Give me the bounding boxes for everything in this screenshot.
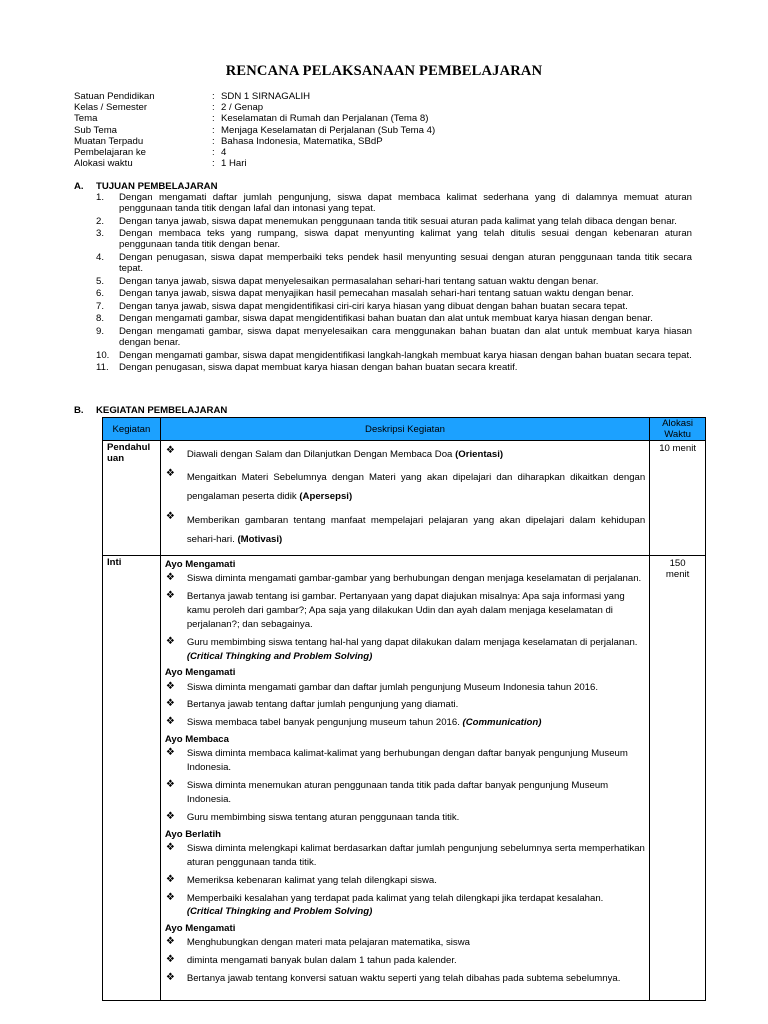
bullet-item (165, 779, 645, 807)
bullet-text (187, 511, 645, 549)
activity-group-title: Ayo Membaca (164, 734, 229, 746)
bullet-item (165, 572, 645, 586)
bullet-text-main: Guru membimbing siswa tentang hal-hal yang dapat dilakukan dalam menjaga keselamatan di perjalanan. (186, 636, 638, 648)
goal-number: 10. (96, 349, 110, 361)
goal-text: Dengan mengamati gambar, siswa dapat menyelesaikan cara menggunakan bahan buatan dan alat untuk membuat karya hiasan dengan benar. (119, 326, 692, 349)
goal-item (74, 301, 692, 312)
goal-number: 6. (96, 288, 105, 300)
goal-text: Dengan penugasan, siswa dapat memperbaiki teks pendek hasil menyunting sesuai dengan aturan penggunaan tanda titik secara tepat. (119, 251, 692, 274)
bullet-text-main: Siswa diminta melengkapi kalimat berdasarkan daftar jumlah pengunjung sebelumnya serta memperhatikan aturan penggunaan tanda titik. (186, 842, 645, 868)
bullet-text-main: Guru membimbing siswa tentang aturan penggunaan tanda titik. (186, 811, 460, 823)
section-a-heading (74, 181, 218, 192)
identity-label: Kelas / Semester (74, 102, 148, 114)
activity-group-title: Ayo Mengamati (164, 923, 236, 935)
bullet-item (165, 747, 645, 775)
goal-text: Dengan mengamati gambar, siswa dapat mengidentifikasi langkah-langkah membuat karya hiasan dengan bahan buatan secara tepat. (119, 349, 692, 361)
bullet-text (187, 779, 645, 807)
bullet-icon: ❖ (165, 972, 175, 984)
bullet-icon: ❖ (165, 716, 175, 728)
bullet-text (187, 954, 645, 968)
identity-colon: : (212, 113, 215, 125)
identity-row (74, 113, 694, 124)
goal-item (74, 228, 692, 250)
bullet-text-main: Siswa diminta menemukan aturan penggunaan tanda titik pada daftar banyak pengunjung Museum Indonesia. (186, 780, 609, 805)
bullet-item (165, 954, 645, 968)
bullet-text (187, 936, 645, 950)
goals-list (74, 192, 692, 375)
bullet-text-main: Bertanya jawab tentang konversi satuan waktu seperti yang telah dibahas pada subtema sebelumnya. (186, 973, 621, 985)
section-b-heading (74, 405, 227, 416)
goal-item (74, 313, 692, 324)
identity-label: Muatan Terpadu (74, 135, 144, 147)
identity-colon: : (212, 135, 215, 147)
identity-row (74, 91, 694, 102)
goal-item (74, 192, 692, 214)
bullet-item (165, 842, 645, 870)
bullet-icon: ❖ (165, 779, 175, 791)
goal-text: Dengan tanya jawab, siswa dapat menyajikan hasil pemecahan masalah sehari-hari tentang satuan waktu dengan benar. (119, 288, 634, 300)
bullet-text-main: Menghubungkan dengan materi mata pelajaran matematika, siswa (186, 937, 470, 949)
bullet-icon: ❖ (165, 589, 175, 601)
goal-text: Dengan tanya jawab, siswa dapat menemukan penggunaan tanda titik sesuai aturan pada kalimat yang telah dibaca dengan benar. (119, 215, 677, 227)
identity-colon: : (212, 102, 215, 114)
bullet-item (165, 681, 645, 695)
bullet-text (187, 636, 645, 664)
goal-item (74, 252, 692, 274)
bullet-item (165, 511, 645, 549)
goal-number: 5. (96, 275, 105, 287)
bullet-tag: (Orientasi) (455, 449, 504, 461)
bullet-icon: ❖ (165, 510, 175, 522)
bullet-text-main: Siswa diminta mengamati gambar-gambar yang berhubungan dengan menjaga keselamatan di perjalanan. (186, 573, 642, 585)
identity-label: Alokasi waktu (74, 158, 133, 170)
bullet-text-main: Mengaitkan Materi Sebelumnya dengan Materi yang akan dipelajari dan diharapkan dikaitkan dengan pengalaman peserta didik (186, 472, 646, 503)
goal-item (74, 276, 692, 287)
table-header-row (103, 418, 706, 441)
goal-text: Dengan mengamati daftar jumlah pengunjung, siswa dapat membaca kalimat sederhana yang di dalamnya memuat aturan penggunaan tanda titik dengan lafal dan intonasi yang tepat. (119, 192, 692, 215)
bullet-tag: (Motivasi) (237, 533, 283, 545)
time-inti: 150 menit (650, 556, 706, 1001)
bullet-text-main: Memperbaiki kesalahan yang terdapat pada kalimat yang telah dilengkapi jika terdapat kesalahan. (186, 892, 604, 904)
bullet-icon: ❖ (165, 468, 175, 480)
bullet-icon: ❖ (165, 954, 175, 966)
goal-text: Dengan mengamati gambar, siswa dapat mengidentifikasi bahan buatan dan alat untuk membuat karya hiasan dengan benar. (119, 313, 653, 325)
goal-item (74, 350, 692, 361)
bullet-item (165, 716, 645, 730)
goal-text: Dengan tanya jawab, siswa dapat menyelesaikan permasalahan sehari-hari tentang satuan waktu dengan benar. (119, 275, 599, 287)
identity-colon: : (212, 146, 215, 158)
bullet-text-main: Memberikan gambaran tentang manfaat mempelajari pelajaran yang akan dipelajari dalam kehidupan sehari-hari. (186, 514, 646, 545)
identity-label: Sub Tema (74, 124, 118, 136)
bullet-icon: ❖ (165, 747, 175, 759)
bullet-text (187, 681, 645, 695)
bullet-icon: ❖ (165, 445, 175, 457)
bullet-text-main: Bertanya jawab tentang daftar jumlah pengunjung yang diamati. (186, 699, 459, 711)
bullet-text (187, 698, 645, 712)
identity-colon: : (212, 124, 215, 136)
section-a-title: TUJUAN PEMBELAJARAN (96, 181, 218, 192)
bullet-item (165, 445, 645, 464)
pendahuluan-description (160, 441, 649, 556)
bullet-icon: ❖ (165, 936, 175, 948)
bullet-item (165, 892, 645, 920)
identity-row (74, 147, 694, 158)
bullet-text (187, 972, 645, 986)
bullet-text (187, 468, 645, 506)
bullet-item (165, 811, 645, 825)
goal-item (74, 216, 692, 227)
identity-value: Keselamatan di Rumah dan Perjalanan (Tema 8) (221, 113, 429, 125)
bullet-icon: ❖ (165, 810, 175, 822)
identity-label: Tema (74, 113, 98, 125)
section-a-letter: A. (74, 181, 84, 192)
bullet-text (187, 445, 645, 464)
identity-value: SDN 1 SIRNAGALIH (221, 91, 311, 102)
bullet-text-main: Siswa diminta mengamati gambar dan daftar jumlah pengunjung Museum Indonesia tahun 2016. (186, 681, 598, 693)
bullet-item (165, 468, 645, 506)
bullet-text (187, 811, 645, 825)
identity-label: Pembelajaran ke (74, 146, 146, 158)
bullet-note: (Critical Thingking and Problem Solving) (186, 650, 373, 662)
goal-number: 3. (96, 228, 105, 240)
goal-item (74, 288, 692, 299)
inti-description (160, 556, 649, 1001)
bullet-text (187, 572, 645, 586)
bullet-text (187, 892, 645, 920)
bullet-text-main: diminta mengamati banyak bulan dalam 1 tahun pada kalender. (186, 955, 457, 967)
bullet-text-main: Memeriksa kebenaran kalimat yang telah dilengkapi siswa. (186, 874, 437, 886)
table-row-pendahuluan (103, 441, 706, 556)
goal-item (74, 326, 692, 348)
identity-value: Bahasa Indonesia, Matematika, SBdP (221, 135, 383, 147)
identity-label: Satuan Pendidikan (74, 91, 155, 102)
bullet-item (165, 874, 645, 888)
goal-text: Dengan membaca teks yang rumpang, siswa dapat menyunting kalimat yang telah ditulis sesuai dengan kebenaran aturan penggunaan tanda titik dengan benar. (119, 228, 692, 251)
identity-row (74, 158, 694, 169)
goal-text: Dengan tanya jawab, siswa dapat mengidentifikasi ciri-ciri karya hiasan yang dibuat dengan bahan buatan secara tepat. (119, 300, 628, 312)
bullet-icon: ❖ (165, 572, 175, 584)
goal-number: 2. (96, 215, 105, 227)
goal-number: 1. (96, 192, 105, 203)
bullet-text-main: Siswa membaca tabel banyak pengunjung museum tahun 2016. (186, 717, 463, 729)
table-row-inti (103, 556, 706, 1001)
bullet-text (187, 716, 645, 730)
bullet-note: (Critical Thingking and Problem Solving) (186, 906, 373, 918)
identity-value: 1 Hari (221, 158, 247, 170)
bullet-text-main: Bertanya jawab tentang isi gambar. Pertanyaan yang dapat diajukan misalnya: Apa saja informasi yang kamu peroleh dari gambar?; Apa saja yang dilakukan Udin dan ayah dalam menjaga keselamatan di perjalanan?; dan sebagainya. (186, 590, 625, 630)
identity-row (74, 136, 694, 147)
document-title: RENCANA PELAKSANAAN PEMBELAJARAN (225, 63, 543, 79)
goal-number: 9. (96, 326, 105, 338)
phase-pendahuluan: Pendahul uan (103, 441, 161, 556)
bullet-text-main: Diawali dengan Salam dan Dilanjutkan Dengan Membaca Doa (186, 449, 456, 461)
bullet-item (165, 636, 645, 664)
activity-group-title: Ayo Mengamati (164, 667, 236, 679)
activity-group-title: Ayo Berlatih (164, 828, 221, 840)
bullet-text (187, 747, 645, 775)
header-kegiatan: Kegiatan (103, 418, 161, 441)
identity-block (74, 91, 694, 169)
goal-number: 7. (96, 300, 105, 312)
identity-colon: : (212, 158, 215, 170)
goal-number: 4. (96, 251, 105, 263)
bullet-tag: (Apersepsi) (299, 491, 353, 503)
identity-value: 2 / Genap (221, 102, 264, 114)
bullet-icon: ❖ (165, 680, 175, 692)
goal-text: Dengan penugasan, siswa dapat membuat karya hiasan dengan bahan buatan secara kreatif. (119, 362, 518, 374)
bullet-item (165, 590, 645, 632)
bullet-icon: ❖ (165, 873, 175, 885)
bullet-text (187, 590, 645, 632)
header-deskripsi: Deskripsi Kegiatan (160, 418, 649, 441)
section-b-letter: B. (74, 405, 84, 416)
bullet-item (165, 972, 645, 986)
bullet-icon: ❖ (165, 841, 175, 853)
bullet-item (165, 936, 645, 950)
bullet-text-main: Siswa diminta membaca kalimat-kalimat yang berhubungan dengan daftar banyak pengunjung Museum Indonesia. (186, 748, 628, 774)
phase-inti: Inti (103, 556, 161, 1001)
bullet-icon: ❖ (165, 635, 175, 647)
bullet-icon: ❖ (165, 891, 175, 903)
identity-row (74, 102, 694, 113)
identity-value: Menjaga Keselamatan di Perjalanan (Sub Tema 4) (221, 124, 436, 136)
bullet-note: (Communication) (462, 717, 542, 729)
bullet-icon: ❖ (165, 698, 175, 710)
section-b-title: KEGIATAN PEMBELAJARAN (96, 405, 228, 416)
identity-value: 4 (221, 146, 227, 158)
activity-group-title: Ayo Mengamati (164, 559, 236, 570)
time-pendahuluan: 10 menit (650, 441, 706, 556)
identity-row (74, 125, 694, 136)
activity-table (102, 417, 706, 1001)
goal-number: 11. (96, 362, 109, 374)
bullet-text (187, 842, 645, 870)
bullet-text (187, 874, 645, 888)
identity-colon: : (212, 91, 215, 102)
goal-item (74, 362, 692, 373)
bullet-item (165, 698, 645, 712)
goal-number: 8. (96, 313, 105, 325)
header-alokasi: Alokasi Waktu (650, 418, 706, 441)
